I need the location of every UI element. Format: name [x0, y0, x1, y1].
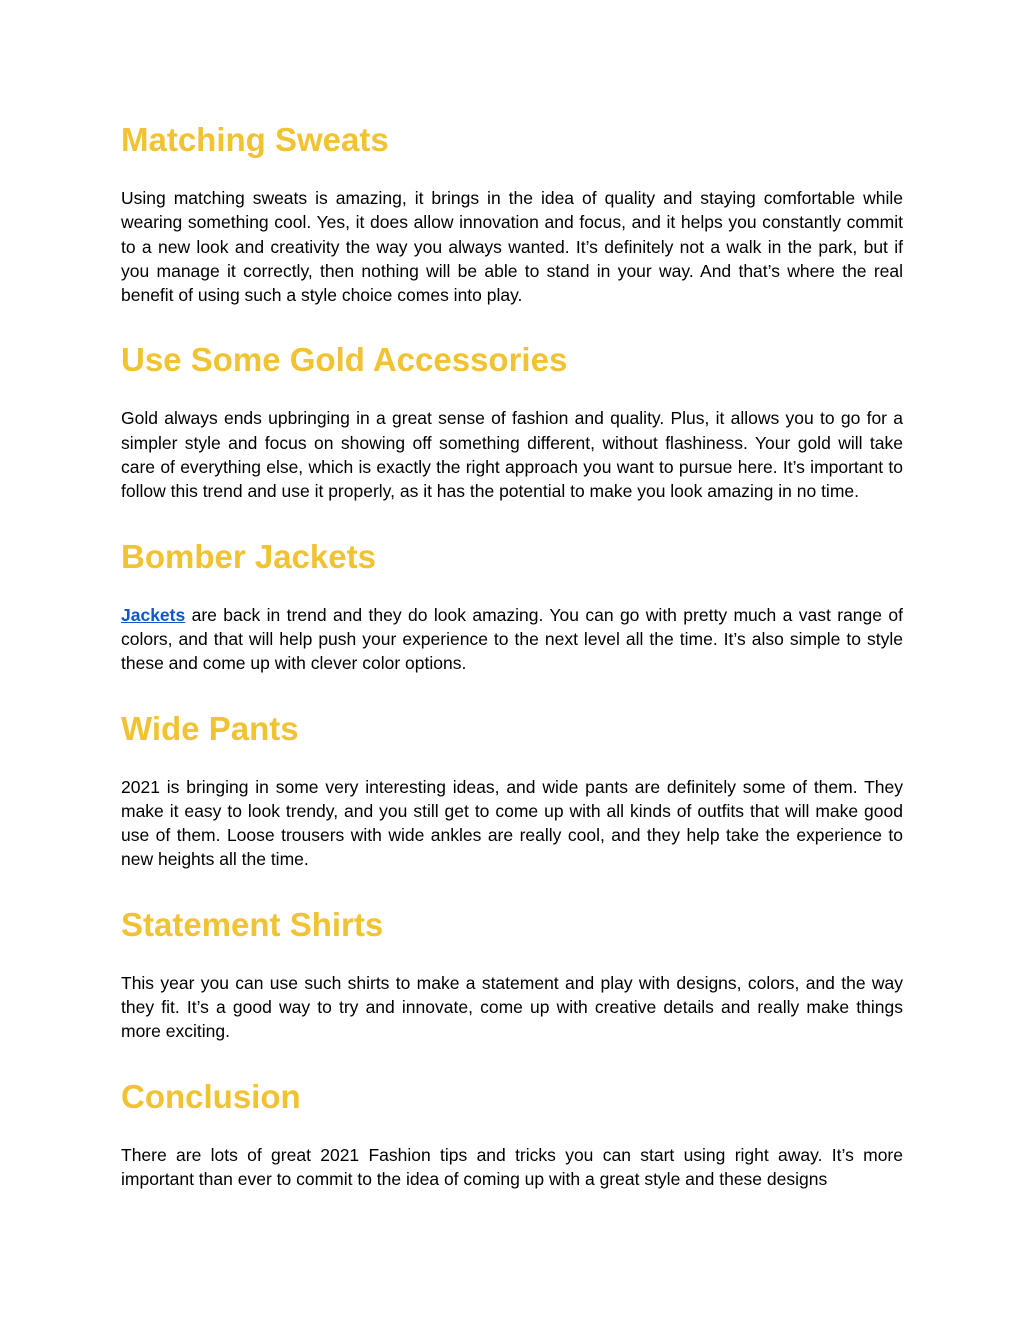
- section-paragraph: There are lots of great 2021 Fashion tips and tricks you can start using right away. It’s more important than ever to commit to the idea of coming up with a great style and these designs: [121, 1144, 903, 1189]
- section-gold-accessories: [121, 336, 903, 503]
- section-heading: Bomber Jackets: [121, 537, 376, 575]
- section-paragraph: This year you can use such shirts to make a statement and play with designs, colors, and the way they fit. It’s a good way to try and innovate, come up with creative details and really make things more exciting.: [121, 972, 903, 1042]
- section-wide-pants: [121, 705, 903, 872]
- section-heading: Use Some Gold Accessories: [121, 341, 568, 379]
- section-heading: Matching Sweats: [121, 121, 389, 158]
- section-bomber-jackets: [121, 533, 903, 676]
- paragraph-text: are back in trend and they do look amazing. You can go with pretty much a vast range of colors, and that will help push your experience to the next level all the time. It’s also simple to style these and come up with clever color options.: [121, 604, 903, 674]
- section-matching-sweats: [121, 116, 903, 307]
- section-paragraph: Using matching sweats is amazing, it brings in the idea of quality and staying comfortable while wearing something cool. Yes, it does allow innovation and focus, and it helps you constantly commit to a new look and creativity the way you always wanted. It’s definitely not a walk in the park, but if you manage it correctly, then nothing will be able to stand in your way. And that’s where the real benefit of using such a style choice comes into play.: [121, 188, 903, 306]
- section-statement-shirts: [121, 901, 903, 1044]
- section-paragraph: 2021 is bringing in some very interesting ideas, and wide pants are definitely some of them. They make it easy to look trendy, and you still get to come up with all kinds of outfits that will make good use of them. Loose trousers with wide ankles are really cool, and they help take the experience to new heights all the time.: [121, 776, 903, 870]
- section-conclusion: [121, 1073, 903, 1192]
- jackets-link[interactable]: Jackets: [121, 604, 186, 625]
- document-page: [121, 116, 903, 1191]
- section-heading: Conclusion: [121, 1077, 301, 1115]
- section-heading: Wide Pants: [121, 709, 299, 747]
- section-paragraph: Gold always ends upbringing in a great sense of fashion and quality. Plus, it allows you to go for a simpler style and focus on showing off something different, without flashiness. Your gold will take care of everything else, which is exactly the right approach you want to pursue here. It’s important to follow this trend and use it properly, as it has the potential to make you look amazing in no time.: [121, 408, 903, 502]
- section-paragraph: [121, 603, 903, 676]
- section-heading: Statement Shirts: [121, 905, 384, 943]
